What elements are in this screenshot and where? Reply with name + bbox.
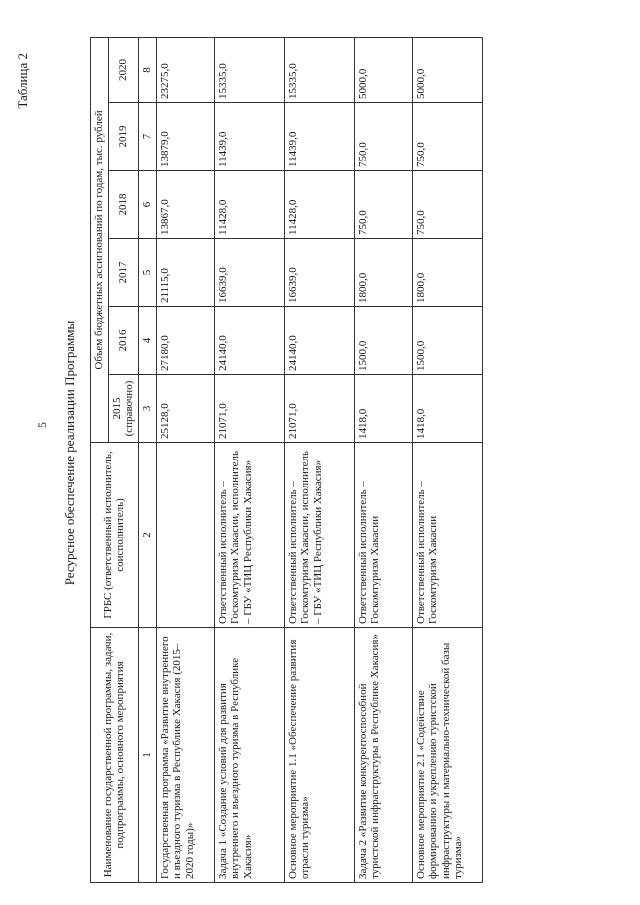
table-row — [354, 37, 412, 882]
row-value: 1500,0 — [354, 307, 412, 375]
row-value: 23275,0 — [156, 37, 214, 102]
row-value: 1418,0 — [412, 375, 482, 443]
row-value: 24140,0 — [284, 307, 354, 375]
row-value: 1800,0 — [412, 239, 482, 307]
header-year: 2018 — [108, 171, 138, 239]
row-grbs: Ответственный исполнитель – Госкомтуризм Хакасии, исполнитель – ГБУ «ТИЦ Республики Хакасия» — [214, 443, 284, 628]
row-value: 5000,0 — [354, 37, 412, 102]
document-title: Ресурсное обеспечение реализации Программы — [62, 320, 77, 586]
row-value: 750,0 — [412, 103, 482, 171]
row-value: 11439,0 — [284, 103, 354, 171]
header-year: 2019 — [108, 103, 138, 171]
column-number: 2 — [138, 443, 156, 628]
row-name: Задача 2 «Развитие конкурентоспособной туристской инфраструктуры в Республике Хакасия» — [354, 628, 412, 883]
row-value: 1418,0 — [354, 375, 412, 443]
row-value: 15335,0 — [214, 37, 284, 102]
row-value: 27180,0 — [156, 307, 214, 375]
row-value: 25128,0 — [156, 375, 214, 443]
row-value: 13879,0 — [156, 103, 214, 171]
column-number: 7 — [138, 103, 156, 171]
row-value: 21071,0 — [214, 375, 284, 443]
header-name: Наименование государственной программы, задачи, подпрограммы, основного мероприятия — [91, 628, 139, 883]
row-grbs — [156, 443, 214, 628]
row-value: 11428,0 — [284, 171, 354, 239]
row-value: 16639,0 — [214, 239, 284, 307]
row-value: 750,0 — [412, 171, 482, 239]
row-name: Государственная программа «Развитие внутреннего и въездного туризма в Республике Хакасия (2015–2020 годы)» — [156, 628, 214, 883]
row-value: 13867,0 — [156, 171, 214, 239]
row-value: 11439,0 — [214, 103, 284, 171]
header-year: 2016 — [108, 307, 138, 375]
row-value: 24140,0 — [214, 307, 284, 375]
column-number: 1 — [138, 628, 156, 883]
column-number: 5 — [138, 239, 156, 307]
row-value: 5000,0 — [412, 37, 482, 102]
header-grbs: ГРБС (ответственный исполнитель, соисполнитель) — [91, 443, 139, 628]
table-label: Таблица 2 — [15, 53, 30, 109]
header-year: 2015 (справочно) — [108, 375, 138, 443]
rotated-document-page — [10, 13, 635, 893]
resource-table — [90, 37, 483, 883]
row-value: 21071,0 — [284, 375, 354, 443]
header-year: 2020 — [108, 37, 138, 102]
column-number: 4 — [138, 307, 156, 375]
row-name: Задача 1 «Создание условий для развития внутреннего и въездного туризма в Республике Хакасия» — [214, 628, 284, 883]
row-grbs: Ответственный исполнитель – Госкомтуризм Хакасии — [354, 443, 412, 628]
column-number: 3 — [138, 375, 156, 443]
row-name: Основное мероприятие 2.1 «Содействие формированию и укреплению туристской инфраструктуры и материально-технической базы туризма» — [412, 628, 482, 883]
header-year: 2017 — [108, 239, 138, 307]
table-row — [284, 37, 354, 882]
header-row — [91, 37, 109, 882]
table-row — [214, 37, 284, 882]
page-number: 5 — [35, 422, 49, 428]
header-budget: Объем бюджетных ассигнований по годам, тыс. рублей — [91, 37, 109, 442]
row-value: 750,0 — [354, 171, 412, 239]
column-number-row — [138, 37, 156, 882]
row-value: 11428,0 — [214, 171, 284, 239]
row-value: 750,0 — [354, 103, 412, 171]
row-grbs: Ответственный исполнитель – Госкомтуризм Хакасии, исполнитель – ГБУ «ТИЦ Республики Хакасия» — [284, 443, 354, 628]
row-value: 1800,0 — [354, 239, 412, 307]
column-number: 8 — [138, 37, 156, 102]
column-number: 6 — [138, 171, 156, 239]
row-value: 16639,0 — [284, 239, 354, 307]
row-grbs: Ответственный исполнитель – Госкомтуризм Хакасии — [412, 443, 482, 628]
row-value: 15335,0 — [284, 37, 354, 102]
table-row — [412, 37, 482, 882]
row-value: 21115,0 — [156, 239, 214, 307]
table-row — [156, 37, 214, 882]
row-name: Основное мероприятие 1.1 «Обеспечение развития отрасли туризма» — [284, 628, 354, 883]
row-value: 1500,0 — [412, 307, 482, 375]
